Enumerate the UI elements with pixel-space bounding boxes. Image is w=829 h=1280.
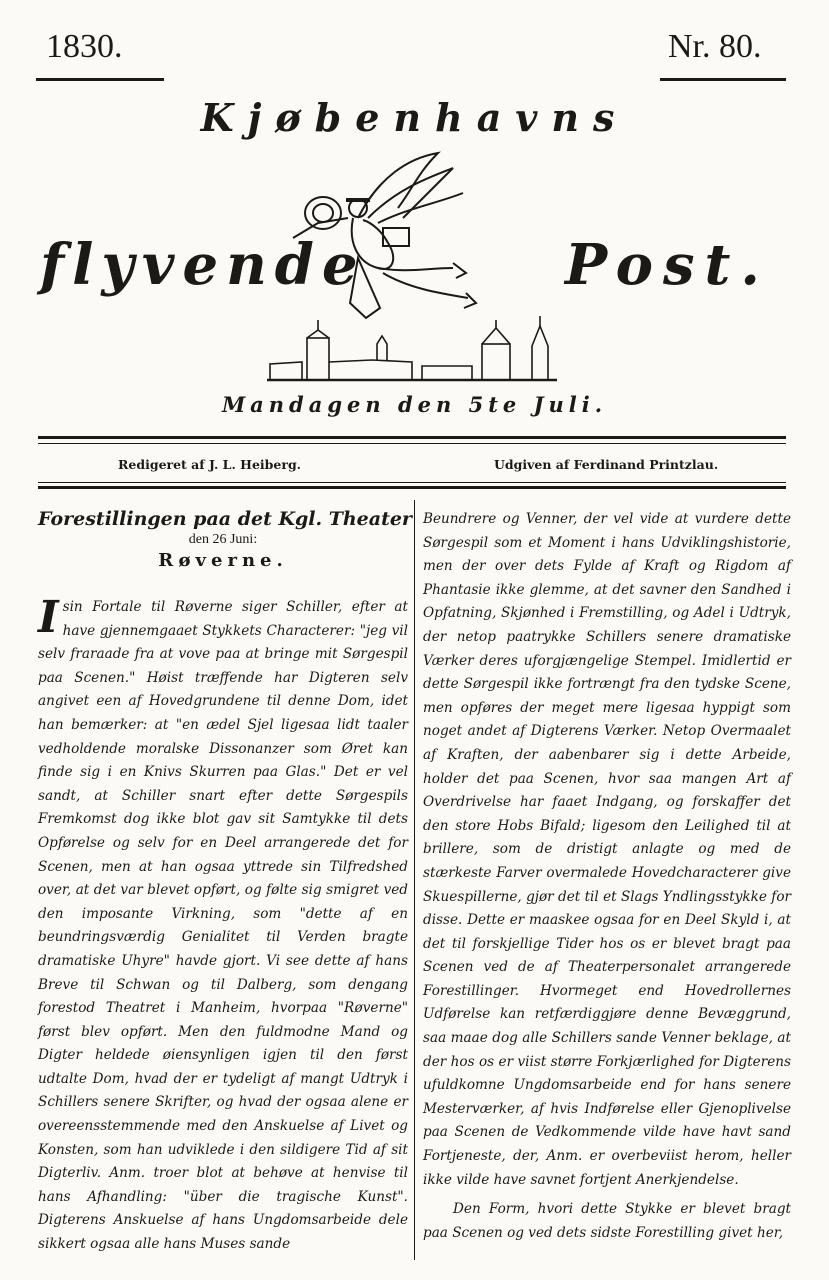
issue-number: Nr. 80. [668,28,762,65]
year-underline [36,78,164,81]
dateline: Mandagen den 5te Juli. [221,392,608,417]
flying-postman-with-horn-icon [288,148,488,328]
header-rule-bottom [38,486,786,489]
article-column-2 [423,508,791,1245]
masthead-title-left: flyvende [40,232,366,298]
article-heading [38,508,412,571]
masthead-title-top: Kjøbenhavns [200,95,629,140]
article-column-1 [38,592,408,1257]
article-title: Forestillingen paa det Kgl. Theater [38,508,412,530]
publisher-credit: Udgiven af Ferdinand Printzlau. [494,457,719,472]
column-divider [414,500,415,1260]
column-2-paragraph-2: Den Form, hvori dette Stykke er blevet bragt paa Scenen og ved dets sidste Forestilling givet her, [423,1201,791,1241]
header-rule-bottom-thin [38,482,786,483]
column-1-text: sin Fortale til Røverne siger Schiller, efter at have gjennemgaaet Stykkets Characterer: "jeg vil selv fraraade fra at vove paa at bringe mit Sørgespil paa Scenen." Høist træffende har Digteren selv angivet een af Hovedgrundene til denne Dom, idet han bemærker: at "en ædel Sjel ligesaa lidt taaler vedholdende moralske Dissonanzer som Øret kan finde sig i en Knivs Skurren paa Glas." Det er vel sandt, at Schiller snart efter dette Sørgespils Fremkomst dog ikke blot gav sit Samtykke til dets Opførelse og selv for en Deel arrangerede det for Scenen, men at han ogsaa yttrede sin Tilfredshed over, at det var blevet opført, og følte sig smigret ved den imposante Virkning, som "dette af en beundringsværdig Genialitet til Verden bragte dramatiske Uhyre" havde gjort. Vi see dette af hans Breve til Schwan og til Dalberg, som dengang forestod Theatret i Manheim, hvorpaa "Røverne" først blev opført. Men den fuldmodne Mand og Digter heldede øiensynligen igjen til den først udtalte Dom, hvad der er tydeligt af mangt Udtryk i Schillers senere Skrifter, og hvad der ogsaa alene er overeensstemmende med den Anskuelse af Livet og Konsten, som han udviklede i den sildigere Tid af sit Digterliv. Anm. troer blot at behøve at henvise til hans Afhandling: "über die tragische Kunst". Digterens Anskuelse af hans Ungdomsarbeide dele sikkert ogsaa alle hans Muses sande [38,599,408,1253]
article-play-title: Røverne. [158,550,288,571]
masthead-title-right: Post. [565,232,770,298]
header-rule-top-thin [38,443,786,444]
issue-underline [660,78,786,81]
article-date: den 26 Juni: [188,532,258,547]
year: 1830. [46,28,123,65]
header-rule-top [38,436,786,439]
drop-cap: I [38,592,59,643]
copenhagen-skyline-icon [262,316,562,386]
editor-credit: Redigeret af J. L. Heiberg. [118,457,302,472]
column-2-paragraph-1: Beundrere og Venner, der vel vide at vurdere dette Sørgespil som et Moment i hans Udviklingshistorie, men der over dets Fylde af Kraft og Rigdom af Phantasie ikke glemme, at det savner den Sandhed i Opfatning, Skjønhed i Fremstilling, og Adel i Udtryk, der netop paatrykke Schillers senere dramatiske Værker deres uforgjængelige Stempel. Imidlertid er dette Sørgespil ikke fortrængt fra den tydske Scene, men opføres der meget mere ligesaa hyppigt som noget andet af Digterens Værker. Netop Overmaalet af Kraften, der aabenbarer sig i dette Arbeide, holder det paa Scenen, hvor saa mangen Art af Overdrivelse har faaet Indgang, og forskaffer det den store Hobs Bifald; ligesom den Leilighed til at brillere, som de dristigt anlagte og med de stærkeste Farver overmalede Hovedcharacterer give Skuespillerne, gjør det til et Slags Yndlingsstykke for disse. Dette er maaskee ogsaa for en Deel Skyld i, at det til forskjellige Tider hos os er blevet bragt paa Scenen ved de af Theaterpersonalet arrangerede Forestillinger. Hvormeget end Hovedrollernes Udførelse kan retfærdiggjøre denne Bevæggrund, saa maae dog alle Schillers sande Venner beklage, at der hos os er viist større Forkjærlighed for Digterens ufuldkomne Ungdomsarbeide end for hans senere Mesterværker, af hvis Indførelse eller Gjenoplivelse paa Scenen de Vedkommende vilde have havt sand Fortjeneste, der, Anm. er overbeviist herom, heller ikke vilde have savnet fortjent Anerkjendelse. [423,511,791,1188]
